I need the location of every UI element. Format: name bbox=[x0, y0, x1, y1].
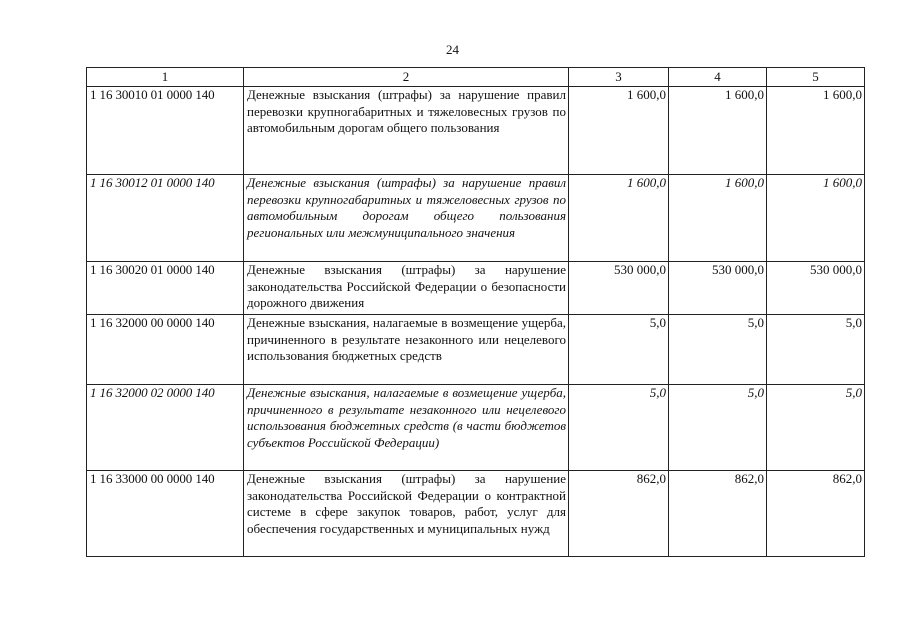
description-cell: Денежные взыскания, налагаемые в возмещение ущерба, причиненного в результате незаконного или нецелевого использования бюджетных средств bbox=[244, 315, 569, 385]
page-number: 24 bbox=[446, 42, 459, 57]
budget-code-cell: 1 16 32000 02 0000 140 bbox=[87, 385, 244, 471]
description-cell: Денежные взыскания (штрафы) за нарушение законодательства Российской Федерации о безопасности дорожного движения bbox=[244, 262, 569, 315]
amount-cell: 1 600,0 bbox=[767, 175, 865, 262]
amount-cell: 5,0 bbox=[767, 315, 865, 385]
table-row bbox=[87, 175, 865, 262]
table-row bbox=[87, 87, 865, 175]
table-row bbox=[87, 385, 865, 471]
amount-cell: 1 600,0 bbox=[669, 175, 767, 262]
column-header: 5 bbox=[767, 68, 865, 87]
amount-cell: 530 000,0 bbox=[669, 262, 767, 315]
description-cell: Денежные взыскания (штрафы) за нарушение правил перевозки крупногабаритных и тяжеловесных грузов по автомобильным дорогам общего пользования региональных или межмуниципального значения bbox=[244, 175, 569, 262]
amount-cell: 862,0 bbox=[569, 471, 669, 557]
table-row bbox=[87, 315, 865, 385]
amount-cell: 530 000,0 bbox=[569, 262, 669, 315]
amount-cell: 1 600,0 bbox=[767, 87, 865, 175]
description-cell: Денежные взыскания (штрафы) за нарушение законодательства Российской Федерации о контрактной системе в сфере закупок товаров, работ, услуг для обеспечения государственных и муниципальных нужд bbox=[244, 471, 569, 557]
amount-cell: 5,0 bbox=[669, 385, 767, 471]
amount-cell: 530 000,0 bbox=[767, 262, 865, 315]
description-cell: Денежные взыскания, налагаемые в возмещение ущерба, причиненного в результате незаконного или нецелевого использования бюджетных средств (в части бюджетов субъектов Российской Федерации) bbox=[244, 385, 569, 471]
revenue-table bbox=[86, 67, 865, 557]
budget-code-cell: 1 16 30012 01 0000 140 bbox=[87, 175, 244, 262]
column-header: 2 bbox=[244, 68, 569, 87]
column-header: 1 bbox=[87, 68, 244, 87]
column-header: 3 bbox=[569, 68, 669, 87]
table-header-row bbox=[87, 68, 865, 87]
table-row bbox=[87, 471, 865, 557]
amount-cell: 5,0 bbox=[669, 315, 767, 385]
amount-cell: 1 600,0 bbox=[669, 87, 767, 175]
amount-cell: 1 600,0 bbox=[569, 175, 669, 262]
amount-cell: 862,0 bbox=[767, 471, 865, 557]
table-row bbox=[87, 262, 865, 315]
amount-cell: 5,0 bbox=[569, 385, 669, 471]
budget-code-cell: 1 16 33000 00 0000 140 bbox=[87, 471, 244, 557]
budget-code-cell: 1 16 30010 01 0000 140 bbox=[87, 87, 244, 175]
column-header: 4 bbox=[669, 68, 767, 87]
budget-code-cell: 1 16 32000 00 0000 140 bbox=[87, 315, 244, 385]
amount-cell: 862,0 bbox=[669, 471, 767, 557]
budget-code-cell: 1 16 30020 01 0000 140 bbox=[87, 262, 244, 315]
amount-cell: 5,0 bbox=[767, 385, 865, 471]
amount-cell: 5,0 bbox=[569, 315, 669, 385]
amount-cell: 1 600,0 bbox=[569, 87, 669, 175]
description-cell: Денежные взыскания (штрафы) за нарушение правил перевозки крупногабаритных и тяжеловесных грузов по автомобильным дорогам общего пользования bbox=[244, 87, 569, 175]
